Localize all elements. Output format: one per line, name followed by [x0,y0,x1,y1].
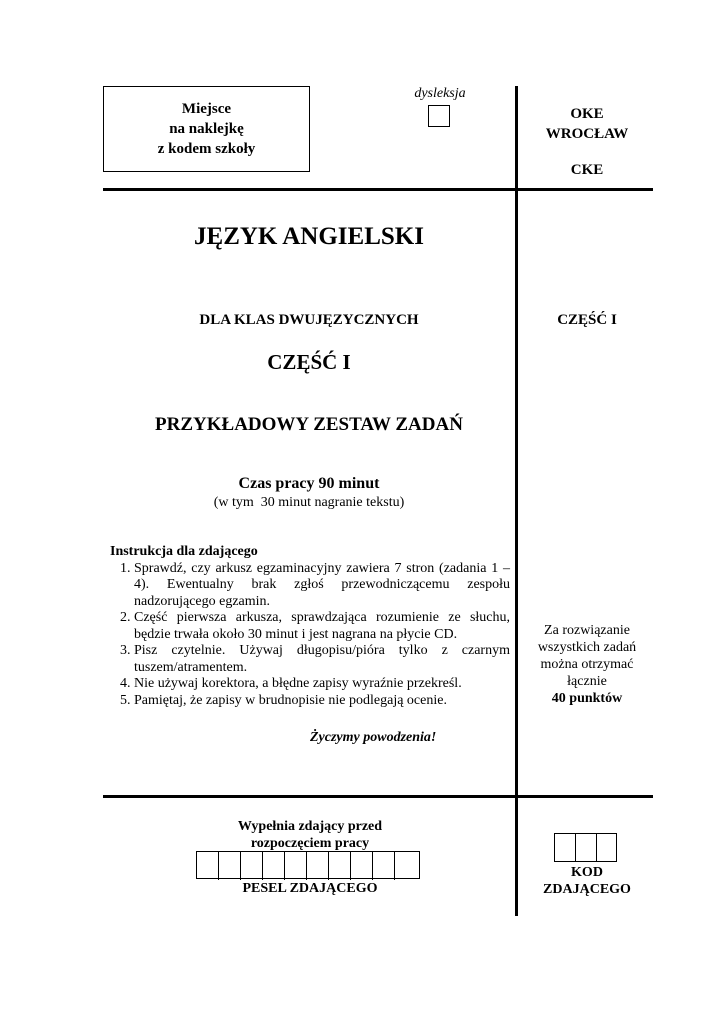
good-luck: Życzymy powodzenia! [310,730,437,745]
kod-label [520,864,654,898]
pesel-digit[interactable] [373,852,395,880]
pesel-digit[interactable] [241,852,263,880]
pesel-note-line-2: rozpoczęciem pracy [250,836,370,851]
sticker-line-1: Miejsce [181,101,232,117]
oke-block [520,104,654,180]
pesel-digit[interactable] [197,852,219,880]
kod-digit[interactable] [597,834,616,861]
instructions [110,544,510,709]
points-line-5: 40 punktów [551,691,623,706]
sticker-line-3: z kodem szkoły [157,141,256,157]
pesel-digit[interactable] [219,852,241,880]
instructions-heading: Instrukcja dla zdającego [110,544,258,559]
pesel-digit[interactable] [351,852,373,880]
pesel-note-line-1: Wypełnia zdający przed [237,819,383,834]
instructions-list [110,561,510,710]
subtitle: DLA KLAS DWUJĘZYCZNYCH [199,312,419,328]
part-side: CZĘŚĆ I [557,312,617,328]
instruction-item-5: 5. Pamiętaj, że zapisy w brudnopisie nie podlegają ocenie. [134,693,510,710]
kod-input[interactable] [554,833,617,862]
set-title: PRZYKŁADOWY ZESTAW ZADAŃ [155,414,463,435]
instruction-item-1: 1. Sprawdź, czy arkusz egzaminacyjny zawiera 7 stron (zadania 1 – 4). Ewentualny brak zgłoś przewodniczącemu zespołu nadzorującego egzamin. [134,561,510,611]
dyslexia-checkbox[interactable] [428,105,450,127]
kod-digit[interactable] [555,834,576,861]
pesel-digit[interactable] [329,852,351,880]
school-sticker-box [103,86,310,172]
pesel-digit[interactable] [395,852,417,880]
dyslexia-label: dysleksja [414,86,466,101]
kod-label-line-1: KOD [571,865,603,880]
instruction-item-4: 4. Nie używaj korektora, a błędne zapisy wyraźnie przekreśl. [134,676,510,693]
points-line-3: można otrzymać [540,657,634,672]
time-main: Czas pracy 90 minut [238,475,380,492]
bottom-rule [103,795,653,798]
points-info [520,622,654,707]
pesel-input[interactable] [196,851,420,879]
oke-label: OKE [570,106,604,122]
cke-label: CKE [570,162,604,178]
pesel-label: PESEL ZDAJĄCEGO [242,881,378,896]
part-main: CZĘŚĆ I [267,350,351,374]
kod-digit[interactable] [576,834,597,861]
pesel-digit[interactable] [307,852,329,880]
points-line-4: łącznie [567,674,607,689]
pesel-digit[interactable] [285,852,307,880]
points-line-2: wszystkich zadań [537,640,637,655]
sticker-line-2: na naklejkę [169,121,244,137]
kod-label-line-2: ZDAJĄCEGO [543,882,631,897]
pesel-digit[interactable] [263,852,285,880]
page-title: JĘZYK ANGIELSKI [194,223,424,250]
points-line-1: Za rozwiązanie [544,623,630,638]
oke-city: WROCŁAW [545,126,629,142]
instruction-item-3: 3. Pisz czytelnie. Używaj długopisu/pióra tylko z czarnym tuszem/atramentem. [134,643,510,676]
instruction-item-2: 2. Część pierwsza arkusza, sprawdzająca rozumienie ze słuchu, będzie trwała około 30 minut i jest nagrana na płycie CD. [134,610,510,643]
pesel-note [196,818,424,852]
time-sub: (w tym 30 minut nagranie tekstu) [213,495,405,510]
vertical-divider [515,86,518,916]
top-rule [103,188,653,191]
